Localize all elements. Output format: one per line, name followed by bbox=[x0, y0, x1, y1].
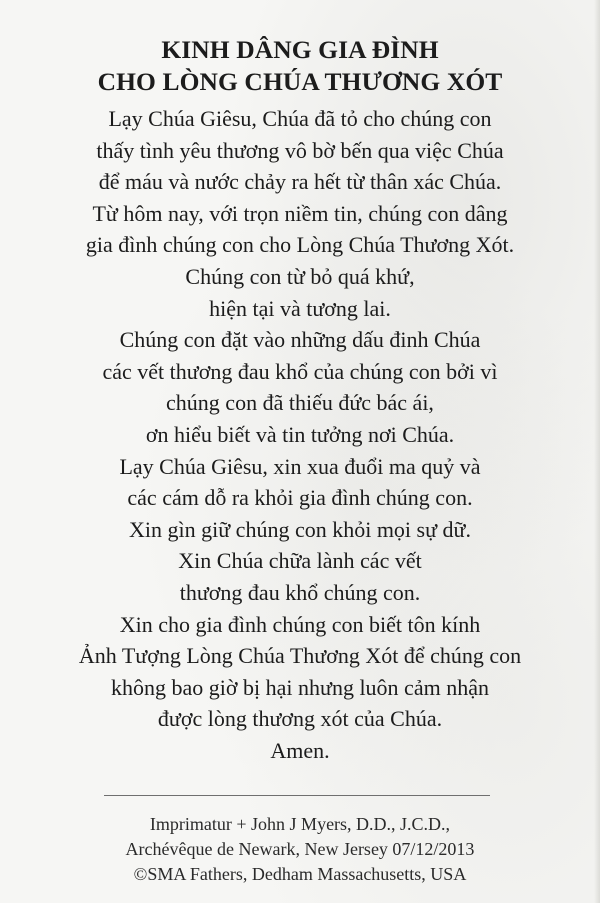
prayer-line: ơn hiểu biết và tin tưởng nơi Chúa. bbox=[145, 421, 455, 447]
prayer-line: để máu và nước chảy ra hết từ thân xác Chúa. bbox=[98, 169, 502, 195]
prayer-line: Từ hôm nay, với trọn niềm tin, chúng con dâng bbox=[92, 200, 508, 226]
divider-line bbox=[104, 795, 490, 796]
prayer-line: Xin Chúa chữa lành các vết bbox=[178, 548, 422, 574]
prayer-line: Xin gìn giữ chúng con khỏi mọi sự dữ. bbox=[129, 516, 471, 542]
title-line-2: CHO LÒNG CHÚA THƯƠNG XÓT bbox=[97, 67, 503, 96]
imprimatur-block bbox=[0, 812, 600, 887]
imprimatur-line: Imprimatur + John J Myers, D.D., J.C.D., bbox=[149, 814, 451, 834]
card-edge-shadow bbox=[594, 0, 600, 903]
prayer-line: Lạy Chúa Giêsu, Chúa đã tỏ cho chúng con bbox=[108, 106, 492, 131]
prayer-line: chúng con đã thiếu đức bác ái, bbox=[166, 390, 434, 416]
title-line-1: KINH DÂNG GIA ĐÌNH bbox=[161, 35, 439, 64]
prayer-line: Amen. bbox=[270, 737, 330, 763]
prayer-line: Chúng con từ bỏ quá khứ, bbox=[185, 263, 415, 289]
prayer-line: hiện tại và tương lai. bbox=[209, 295, 391, 321]
imprimatur-line: ©SMA Fathers, Dedham Massachusetts, USA bbox=[133, 864, 467, 884]
prayer-line: thấy tình yêu thương vô bờ bến qua việc Chúa bbox=[96, 137, 504, 163]
imprimatur-line: Archévêque de Newark, New Jersey 07/12/2013 bbox=[125, 839, 475, 859]
prayer-line: Lạy Chúa Giêsu, xin xua đuổi ma quỷ và bbox=[119, 453, 481, 479]
prayer-line: được lòng thương xót của Chúa. bbox=[157, 706, 443, 732]
prayer-line: Chúng con đặt vào những dấu đinh Chúa bbox=[119, 327, 481, 353]
prayer-line: các cám dỗ ra khỏi gia đình chúng con. bbox=[127, 485, 473, 511]
prayer-line: các vết thương đau khổ của chúng con bởi vì bbox=[102, 358, 498, 384]
prayer-line: gia đình chúng con cho Lòng Chúa Thương Xót. bbox=[85, 232, 515, 258]
prayer-line: thương đau khổ chúng con. bbox=[179, 579, 421, 605]
prayer-line: Xin cho gia đình chúng con biết tôn kính bbox=[119, 611, 481, 637]
prayer-line: Ảnh Tượng Lòng Chúa Thương Xót để chúng con bbox=[78, 643, 522, 669]
prayer-line: không bao giờ bị hại nhưng luôn cảm nhận bbox=[111, 674, 489, 700]
prayer-text bbox=[0, 103, 600, 766]
